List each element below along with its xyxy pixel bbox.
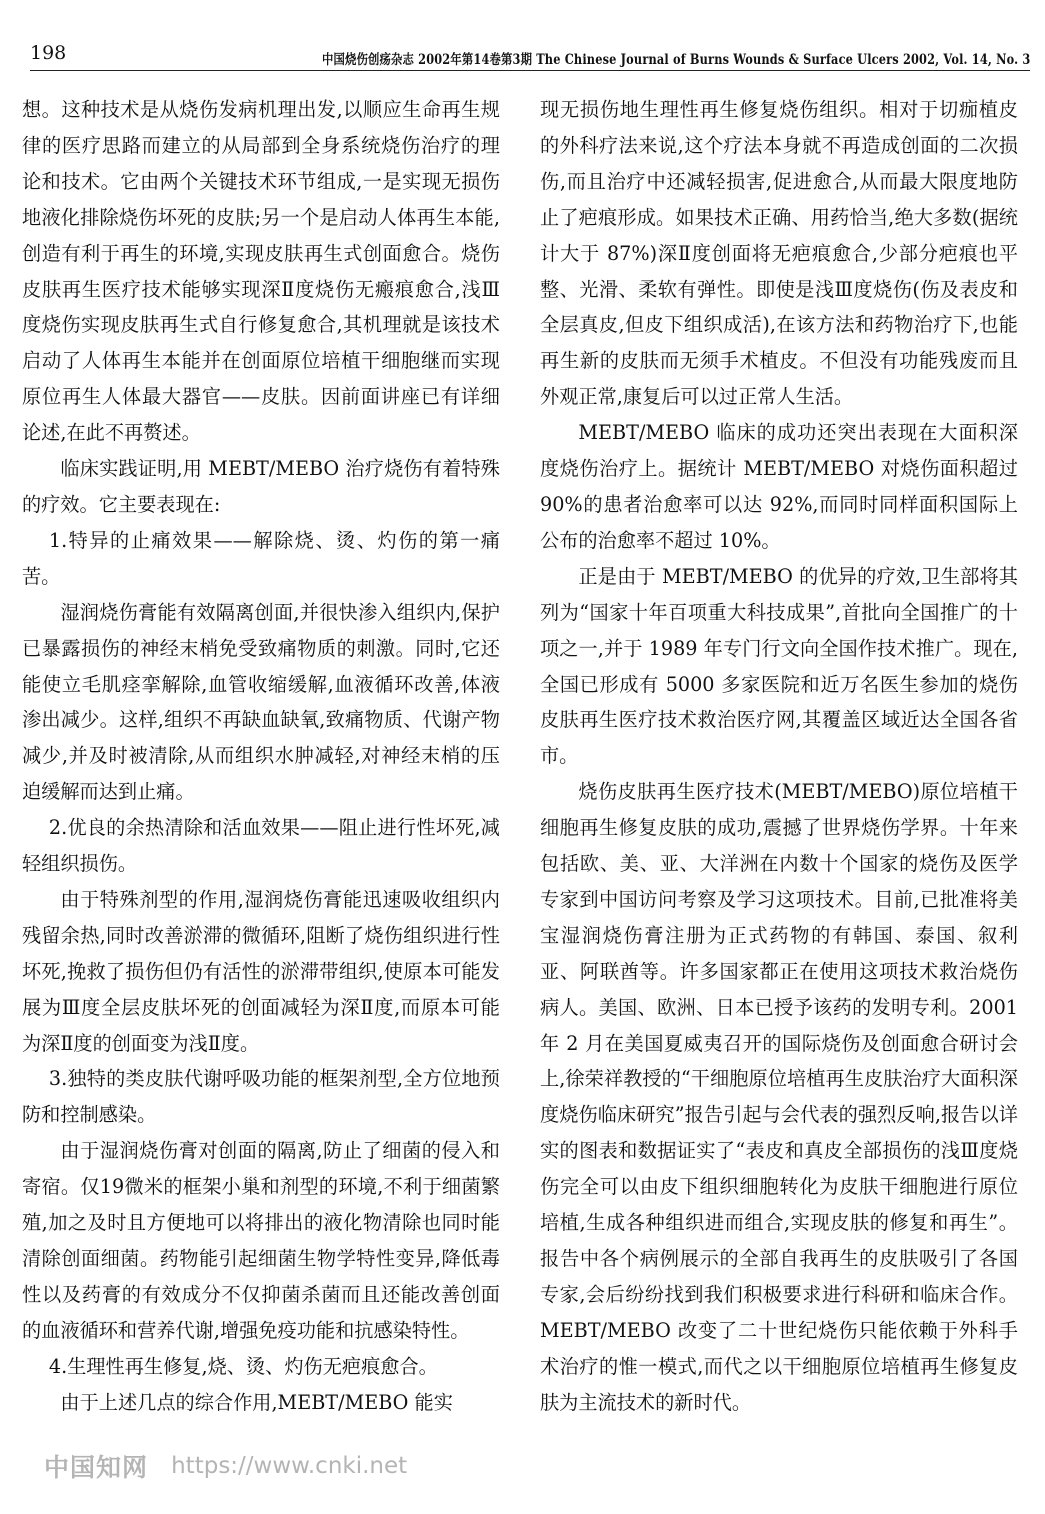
paragraph: 由于上述几点的综合作用,MEBT/MEBO 能实 <box>60 1390 453 1414</box>
page-number: 198 <box>30 42 67 64</box>
cnki-logo: 中国知网 <box>44 1453 149 1482</box>
journal-citation: 中国烧伤创疡杂志 2002年第14卷第3期 The Chinese Journal of Burns Wounds & Surface Ulcers 2002, Vol. 14, No. 3 <box>321 52 1030 68</box>
paragraph: 烧伤皮肤再生医疗技术(MEBT/MEBO)原位培植干细胞再生修复皮肤的成功,震撼了世界烧伤学界。十年来包括欧、美、亚、大洋洲在内数十个国家的烧伤及医学专家到中国访问考察及学习这项技术。目前,已批准将美宝湿润烧伤膏注册为正式药物的有韩国、泰国、叙利亚、阿联酋等。许多国家都正在使用这项技术救治烧伤病人。美国、欧洲、日本已授予该药的发明专利。2001 年 2 月在美国夏威夷召开的国际烧伤及创面愈合研讨会上,徐荣祥教授的“干细胞原位培植再生皮肤治疗大面积深度烧伤临床研究”报告引起与会代表的强烈反响,报告以详实的图表和数据证实了“表皮和真皮全部损伤的浅Ⅲ度烧伤完全可以由皮下组织细胞转化为皮肤干细胞进行原位培植,生成各种组织进而组合,实现皮肤的修复和再生”。报告中各个病例展示的全部自我再生的皮肤吸引了各国专家,会后纷纷找到我们积极要求进行科研和临床合作。MEBT/MEBO 改变了二十世纪烧伤只能依赖于外科手术治疗的惟一模式,而代之以干细胞原位培植再生修复皮肤为主流技术的新时代。 <box>540 780 1018 1414</box>
paragraph: 临床实践证明,用 MEBT/MEBO 治疗烧伤有着特殊的疗效。它主要表现在: <box>22 457 500 516</box>
paragraph: 由于特殊剂型的作用,湿润烧伤膏能迅速吸收组织内残留余热,同时改善淤滞的微循环,阻断了烧伤组织进行性坏死,挽救了损伤但仍有活性的淤滞带组织,使原本可能发展为Ⅲ度全层皮肤坏死的创面减轻为深Ⅱ度,而原本可能为深Ⅱ度的创面变为浅Ⅱ度。 <box>22 887 500 1055</box>
left-column <box>22 92 500 1421</box>
list-item-heading: 2.优良的余热清除和活血效果——阻止进行性坏死,减轻组织损伤。 <box>22 816 500 876</box>
paragraph: 由于湿润烧伤膏对创面的隔离,防止了细菌的侵入和寄宿。仅19微米的框架小巢和剂型的环境,不利于细菌繁殖,加之及时且方便地可以将排出的液化物清除也同时能清除创面细菌。药物能引起细菌生物学特性变异,降低毒性以及药膏的有效成分不仅抑菌杀菌而且还能改善创面的血液循环和营养代谢,增强免疫功能和抗感染特性。 <box>22 1139 500 1342</box>
paragraph: 湿润烧伤膏能有效隔离创面,并很快渗入组织内,保护已暴露损伤的神经末梢免受致痛物质的刺激。同时,它还能使立毛肌痉挛解除,血管收缩缓解,血液循环改善,体液渗出减少。这样,组织不再缺血缺氧,致痛物质、代谢产物减少,并及时被清除,从而组织水肿减轻,对神经末梢的压迫缓解而达到止痛。 <box>22 600 500 804</box>
watermark-footer <box>44 1448 407 1482</box>
right-column <box>540 92 1018 1421</box>
paragraph: 现无损伤地生理性再生修复烧伤组织。相对于切痂植皮的外科疗法来说,这个疗法本身就不再造成创面的二次损伤,而且治疗中还减轻损害,促进愈合,从而最大限度地防止了疤痕形成。如果技术正确、用药恰当,绝大多数(据统计大于 87%)深Ⅱ度创面将无疤痕愈合,少部分疤痕也平整、光滑、柔软有弹性。即使是浅Ⅲ度烧伤(伤及表皮和全层真皮,但皮下组织成活),在该方法和药物治疗下,也能再生新的皮肤而无须手术植皮。不但没有功能残废而且外观正常,康复后可以过正常人生活。 <box>540 98 1018 409</box>
running-header <box>30 40 1030 71</box>
list-item-heading: 1.特异的止痛效果——解除烧、烫、灼伤的第一痛苦。 <box>22 528 500 588</box>
paragraph: 想。这种技术是从烧伤发病机理出发,以顺应生命再生规律的医疗思路而建立的从局部到全身系统烧伤治疗的理论和技术。它由两个关键技术环节组成,一是实现无损伤地液化排除烧伤坏死的皮肤;另一个是启动人体再生本能,创造有利于再生的环境,实现皮肤再生式创面愈合。烧伤皮肤再生医疗技术能够实现深Ⅱ度烧伤无瘢痕愈合,浅Ⅲ度烧伤实现皮肤再生式自行修复愈合,其机理就是该技术启动了人体再生本能并在创面原位培植干细胞继而实现原位再生人体最大器官——皮肤。因前面讲座已有详细论述,在此不再赘述。 <box>22 98 500 445</box>
paragraph: 正是由于 MEBT/MEBO 的优异的疗效,卫生部将其列为“国家十年百项重大科技成果”,首批向全国推广的十项之一,并于 1989 年专门行文向全国作技术推广。现在,全国已形成有 5000 多家医院和近万名医生参加的烧伤皮肤再生医疗技术救治医疗网,其覆盖区域近达全国各省市。 <box>540 564 1018 768</box>
list-item-heading: 4.生理性再生修复,烧、烫、灼伤无疤痕愈合。 <box>48 1354 438 1378</box>
source-url[interactable]: https://www.cnki.net <box>171 1453 408 1479</box>
paragraph: MEBT/MEBO 临床的成功还突出表现在大面积深度烧伤治疗上。据统计 MEBT/MEBO 对烧伤面积超过 90%的患者治愈率可以达 92%,而同时同样面积国际上公布的治愈率不超过 10%。 <box>540 421 1018 552</box>
list-item-heading: 3.独特的类皮肤代谢呼吸功能的框架剂型,全方位地预防和控制感染。 <box>22 1067 500 1127</box>
